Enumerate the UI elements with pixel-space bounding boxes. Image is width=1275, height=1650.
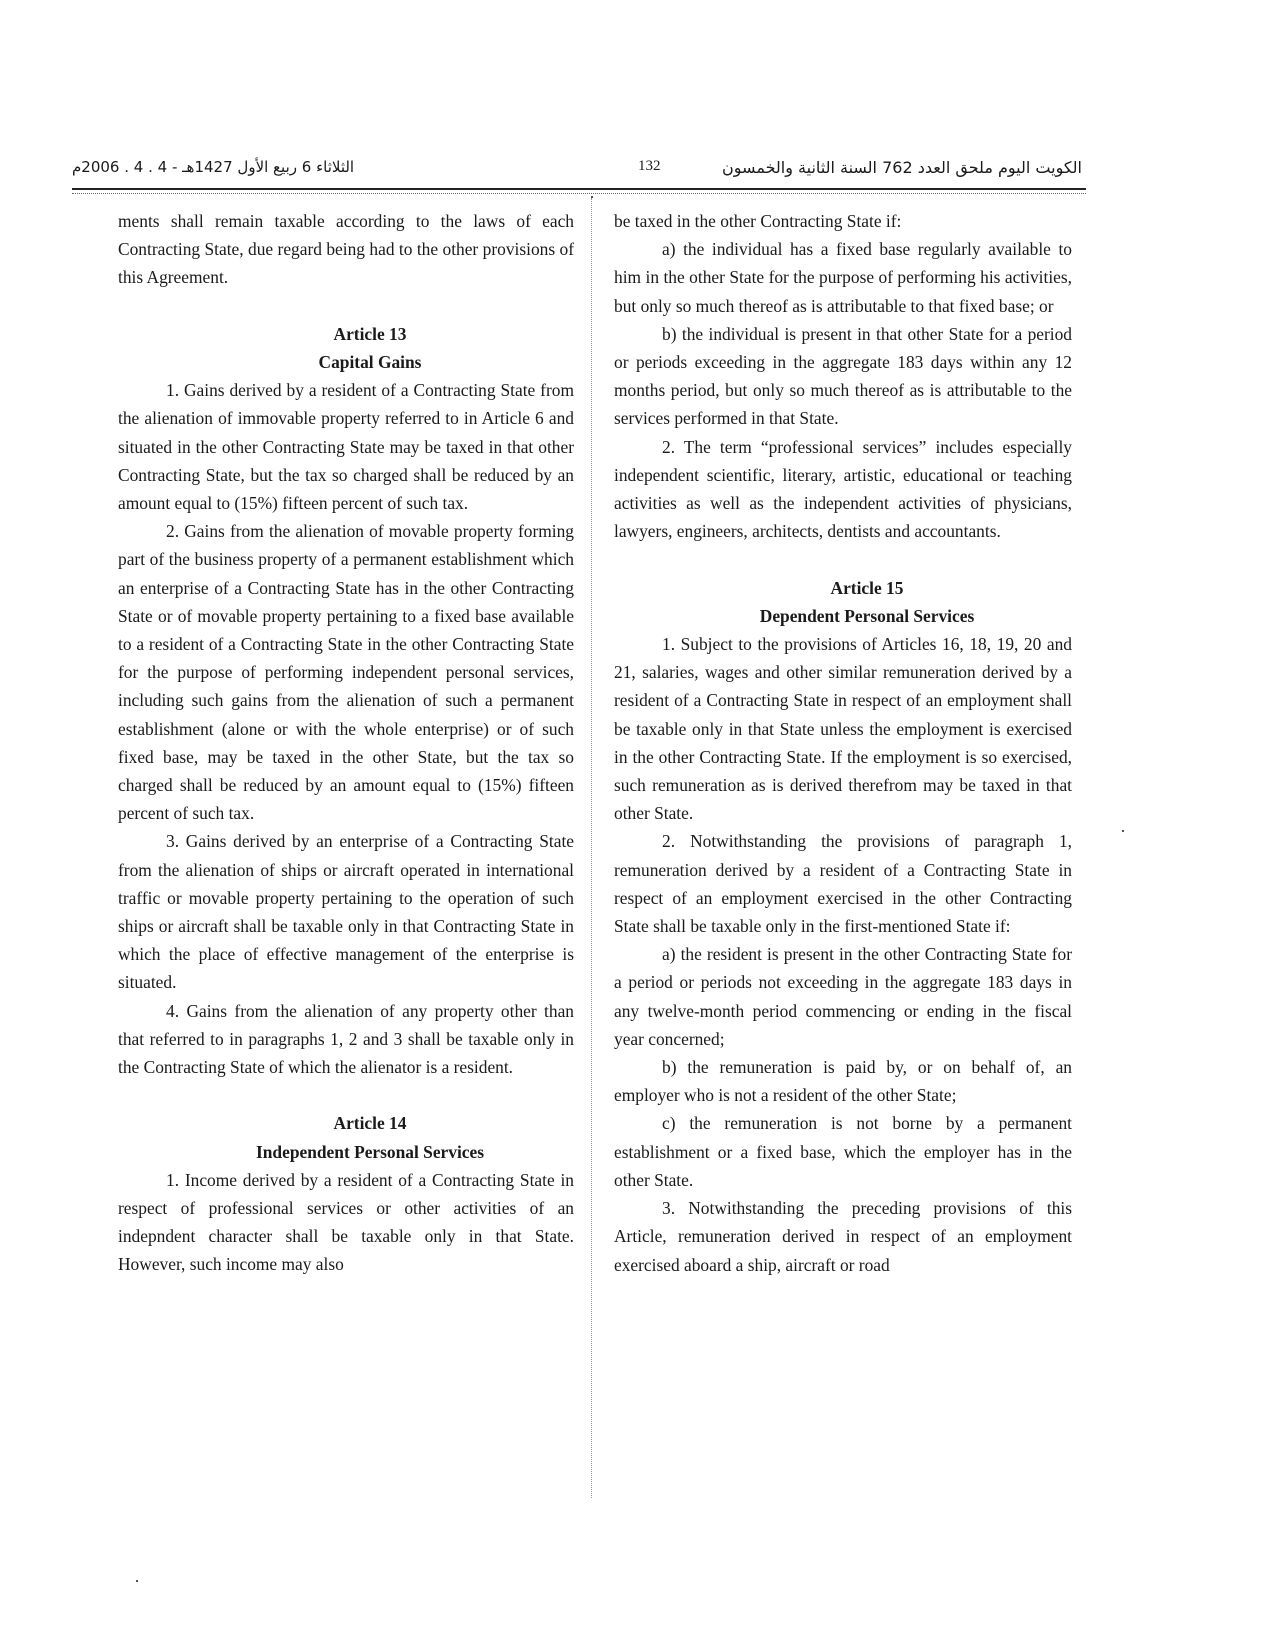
- spacer: [118, 292, 574, 320]
- article-13-title: Article 13: [333, 323, 407, 344]
- article-14-paragraph-1: 1. Income derived by a resident of a Contracting State in respect of professional services or other activities of an indepndent character shall be taxable only in that State. However, such income may also: [118, 1169, 574, 1275]
- article-13-paragraph-3: 3. Gains derived by an enterprise of a Contracting State from the alienation of ships or aircraft operated in international traffic or movable property pertaining to the operation of such ships or aircraft shall be taxable only in that Contracting State in which the place of effective management of the enterprise is situated.: [118, 831, 574, 993]
- article-15-title: Article 15: [830, 577, 904, 598]
- article-13-paragraph-4: 4. Gains from the alienation of any property other than that referred to in paragraphs 1, 2 and 3 shall be taxable only in the Contracting State of which the alienator is a resident.: [118, 1000, 574, 1078]
- article-15-paragraph-2: 2. Notwithstanding the provisions of paragraph 1, remuneration derived by a resident of a Contracting State in respect of an employment exercised in the other Contracting State shall be taxable only in the first-mentioned State if:: [614, 831, 1072, 937]
- spacer: [118, 1081, 574, 1109]
- article-15-item-a: a) the resident is present in the other Contracting State for a period or periods not exceeding in the aggregate 183 days in any twelve-month period commencing or ending in the fiscal year concerned;: [614, 944, 1072, 1049]
- article-14-item-b: b) the individual is present in that other State for a period or periods exceeding in the aggregate 183 days within any 12 months period, but only so much thereof as is attributable to the services performed in that State.: [614, 323, 1072, 429]
- spacer: [614, 545, 1072, 573]
- header-rule: [72, 188, 1086, 190]
- header-date: الثلاثاء 6 ربيع الأول 1427هـ - 4 . 4 . 2006م: [72, 158, 355, 176]
- continuation-text: ments shall remain taxable according to the laws of each Contracting State, due regard being had to the other provisions of this Agreement.: [118, 211, 574, 288]
- header-dotted-rule: [72, 193, 1086, 194]
- article-14-paragraph-2: 2. The term “professional services” includes especially independent scientific, literary, artistic, educational or teaching activities as well as the independent activities of physicians, lawyers, engineers, architects, dentists and accountants.: [614, 436, 1072, 542]
- article-15-item-c: c) the remuneration is not borne by a permanent establishment or a fixed base, which the employer has in the other State.: [614, 1113, 1072, 1190]
- article-14-item-a: a) the individual has a fixed base regularly available to him in the other State for the purpose of performing his activities, but only so much thereof as is attributable to that fixed base; or: [614, 239, 1072, 316]
- article-13-paragraph-2: 2. Gains from the alienation of movable property forming part of the business property of a permanent establishment which an enterprise of a Contracting State has in the other Contracting State or of movable property pertaining to a fixed base available to a resident of a Contracting State in the other Contracting State for the purpose of performing independent personal services, including such gains from the alienation of such a permanent establishment (alone or with the whole enterprise) or of such fixed base, may be taxed in the other State, but the tax so charged shall be reduced by an amount equal to (15%) fifteen percent of such tax.: [118, 521, 574, 824]
- article-13-paragraph-1: 1. Gains derived by a resident of a Contracting State from the alienation of immovable property referred to in Article 6 and situated in the other Contracting State may be taxed in that other Contracting State, but the tax so charged shall be reduced by an amount equal to (15%) fifteen percent of such tax.: [118, 380, 574, 514]
- scan-speck: [1122, 830, 1124, 832]
- article-14-title: Article 14: [333, 1113, 407, 1134]
- article-14-subtitle: Independent Personal Services: [255, 1141, 484, 1162]
- scan-speck: [591, 196, 593, 198]
- page-number: 132: [638, 158, 661, 174]
- article-15-paragraph-1: 1. Subject to the provisions of Articles 16, 18, 19, 20 and 21, salaries, wages and other similar remuneration derived by a resident of a Contracting State in respect of an employment shall be taxable only in that State unless the employment is exercised in the other Contracting State. If the employment is so exercised, such remuneration as is derived therefrom may be taxed in that other State.: [614, 634, 1072, 824]
- right-column: [614, 207, 1072, 1279]
- article-13-subtitle: Capital Gains: [318, 352, 422, 372]
- page-header: [72, 152, 1082, 192]
- article-15-item-b: b) the remuneration is paid by, or on behalf of, an employer who is not a resident of the other State;: [614, 1057, 1072, 1106]
- scan-speck: [136, 1580, 138, 1582]
- article-15-paragraph-3: 3. Notwithstanding the preceding provisions of this Article, remuneration derived in respect of an employment exercised aboard a ship, aircraft or road: [614, 1198, 1072, 1275]
- continuation-text: be taxed in the other Contracting State if:: [614, 211, 902, 231]
- column-divider: [591, 198, 592, 1498]
- header-publication: الكويت اليوم ملحق العدد 762 السنة الثانية والخمسون: [722, 158, 1082, 177]
- left-column: [118, 207, 574, 1279]
- article-15-subtitle: Dependent Personal Services: [759, 605, 975, 626]
